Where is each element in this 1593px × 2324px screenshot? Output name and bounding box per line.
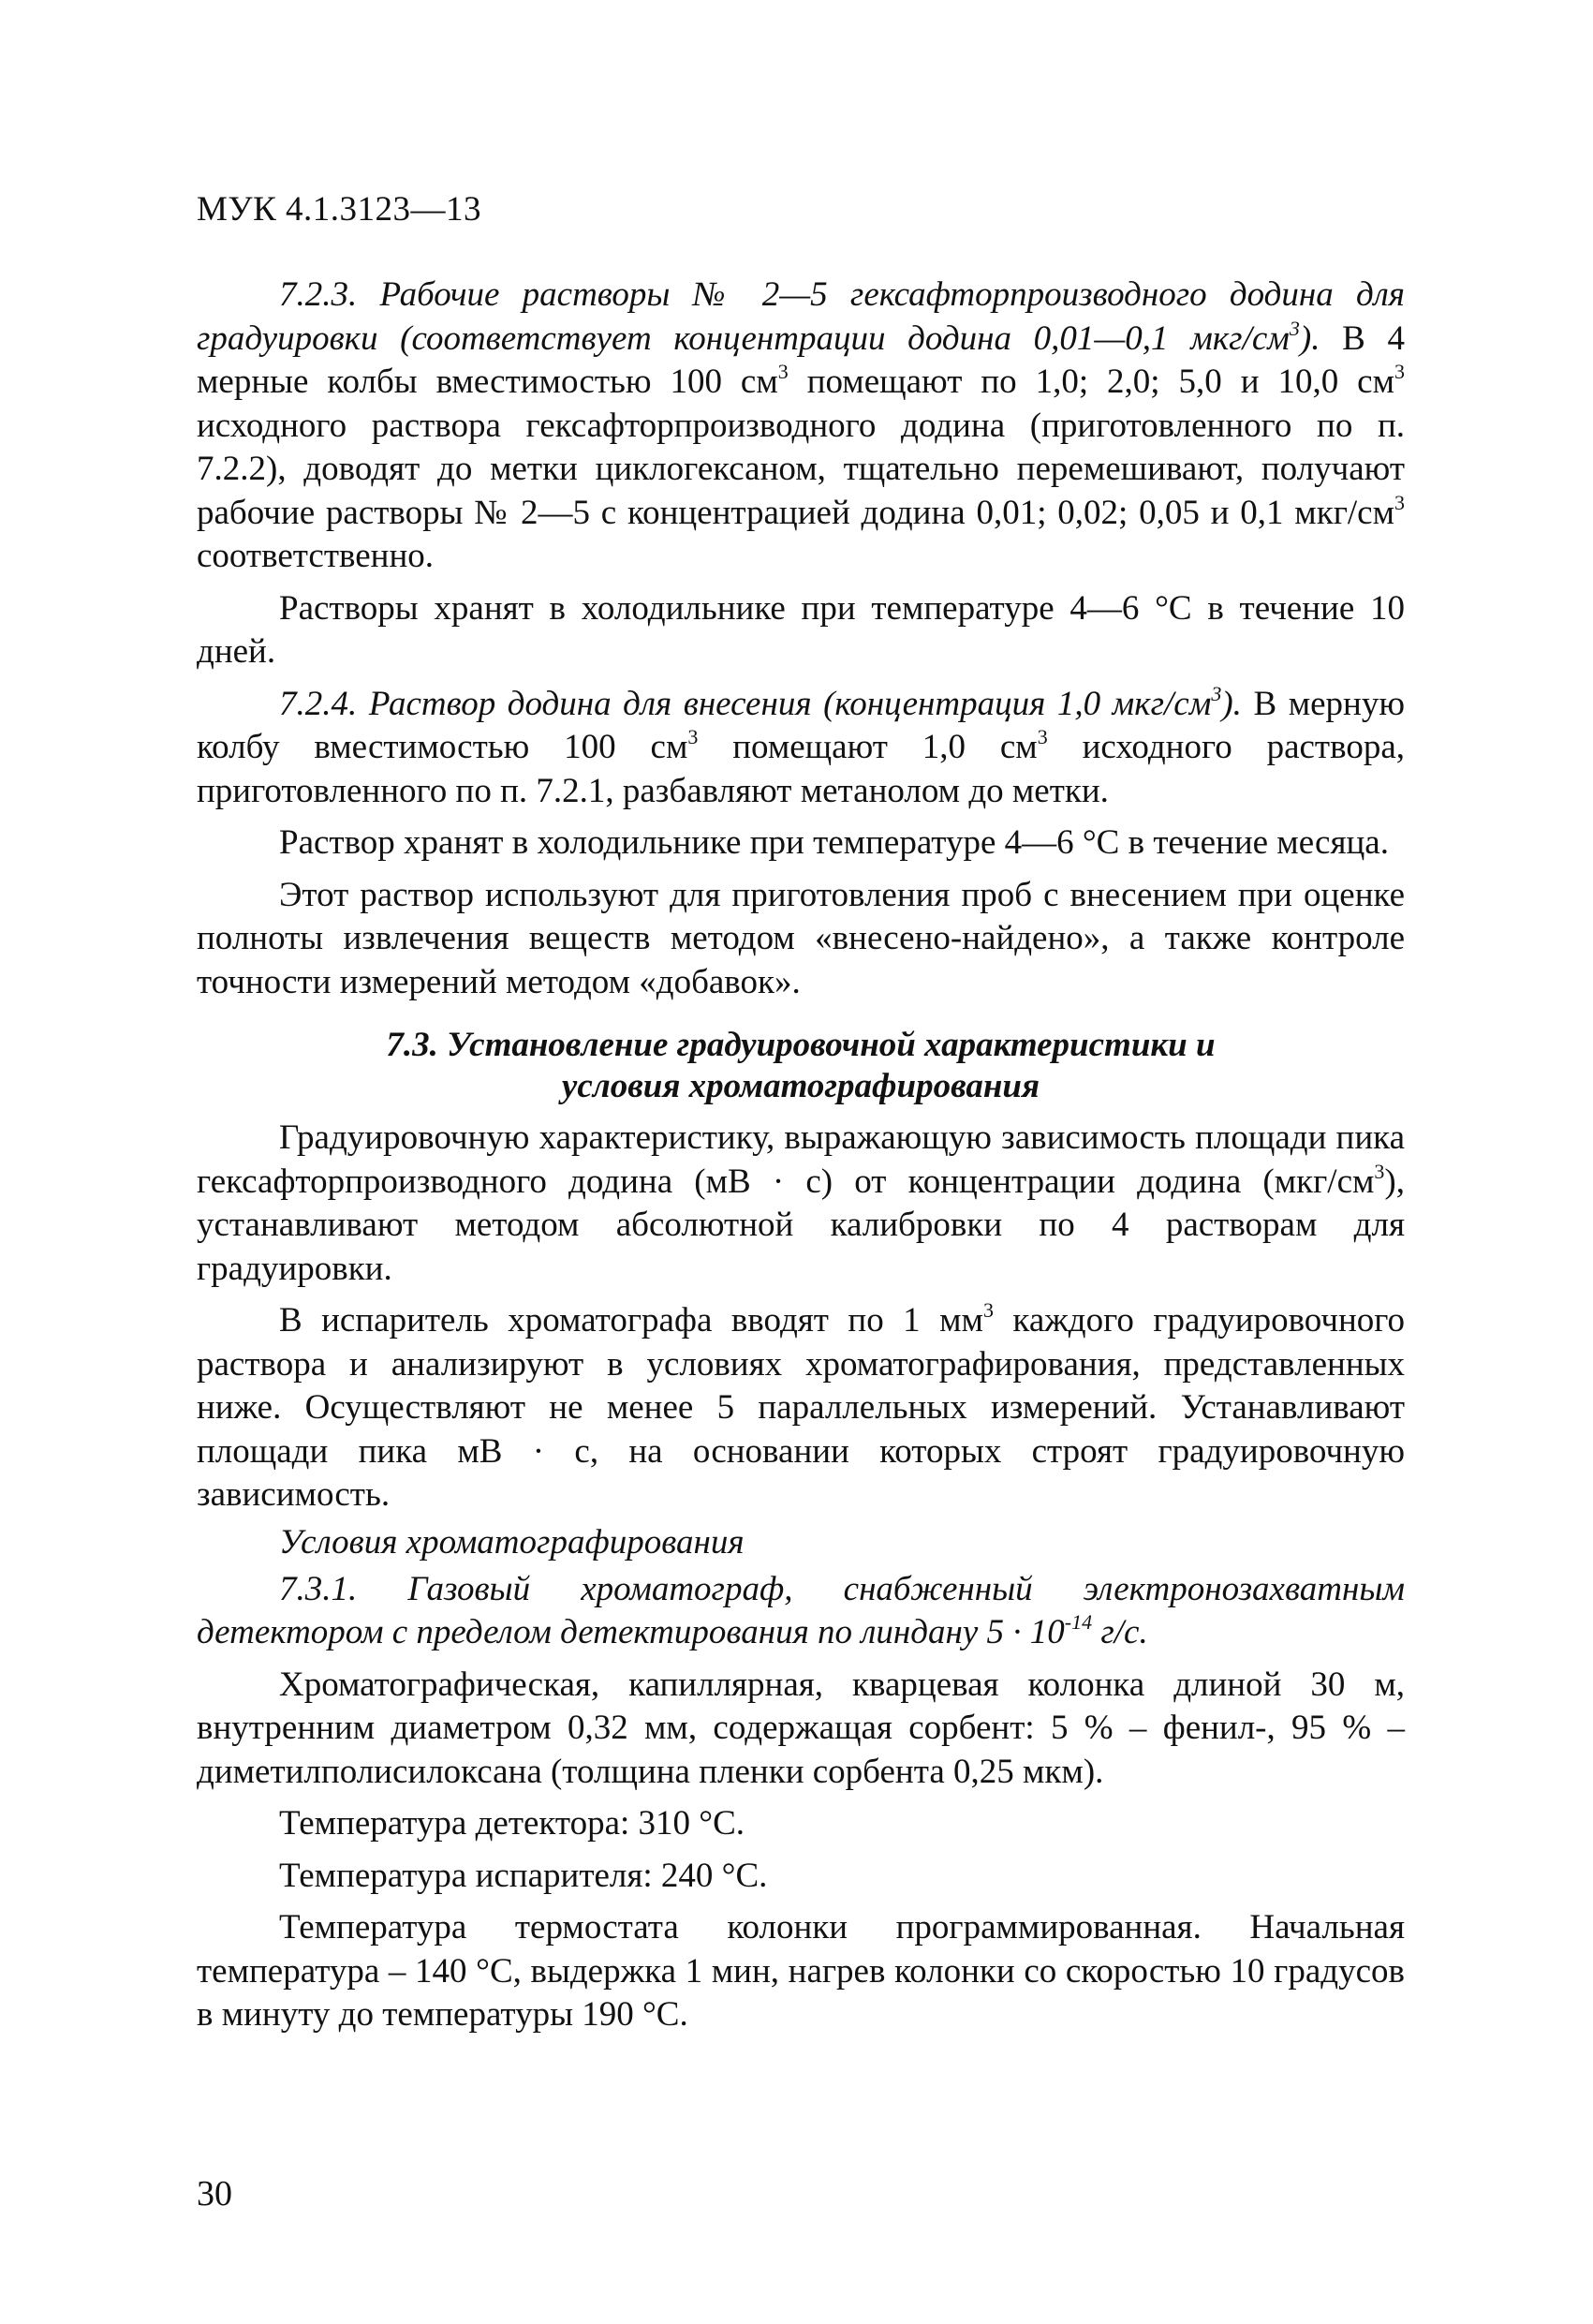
superscript: 3 — [1289, 316, 1300, 340]
item-7-2-4-title-end: ). — [1221, 684, 1242, 723]
text-run: В 4 мерные колбы вместимостью 100 см — [197, 318, 1405, 401]
section-heading-line-2: условия хроматографирования — [561, 1067, 1040, 1105]
text-run: каждого градуировочного раствора и анализируют в условиях хроматографирования, представленных ниже. Осуществляют не менее 5 параллельных измерений. Устанавливают площади пика мВ · с, на основании которых строят градуировочную зависимость. — [197, 1301, 1405, 1514]
superscript: 3 — [982, 1298, 994, 1322]
paragraph-column: Хроматографическая, капиллярная, кварцевая колонка длиной 30 м, внутренним диаметром 0,32 мм, содержащая сорбент: 5 % – фенил-, 95 % – диметилполисилоксана (толщина пленки сорбента 0,25 мкм). — [197, 1665, 1405, 1791]
text-run: ), устанавливают методом абсолютной калибровки по 4 растворам для градуировки. — [197, 1162, 1405, 1288]
item-7-2-4-title: 7.2.4. Раствор додина для внесения (концентрация 1,0 мкг/см — [279, 684, 1212, 723]
document-page — [197, 187, 1405, 2046]
paragraph-detector-temperature: Температура детектора: 310 °С. — [279, 1804, 745, 1843]
superscript: 3 — [1211, 681, 1222, 705]
text-run: г/с. — [1092, 1613, 1148, 1651]
text-run: исходного раствора, приготовленного по п. 7.2.1, разбавляют метанолом до метки. — [197, 728, 1405, 810]
paragraph-usage-note: Этот раствор используют для приготовления проб с внесением при оценке полноты извлечения веществ методом «внесено-найдено», а также контроле точности измерений методом «добавок». — [197, 875, 1405, 1001]
item-7-2-3-title-end: ). — [1299, 318, 1320, 358]
text-run: исходного раствора гексафторпроизводного додина (приготовленного по п. 7.2.2), доводят до метки циклогексаном, тщательно перемешивают, получают рабочие растворы № 2—5 с концентрацией додина 0,01; 0,02; 0,05 и 0,1 мкг/см — [197, 406, 1405, 532]
text-run: В мерную колбу вместимостью 100 см — [197, 684, 1405, 766]
superscript: 3 — [1037, 725, 1048, 748]
paragraph-7-2-4 — [197, 683, 1405, 814]
text-run: Градуировочную характеристику, выражающую зависимость площади пика гексафторпроизводного додина (мВ · с) от концентрации додина (мкг/см — [197, 1118, 1405, 1201]
item-7-2-3-title: 7.2.3. Рабочие растворы № 2—5 гексафторпроизводного додина для градуировки (соответствует концентрации додина 0,01—0,1 мкг/см — [197, 275, 1405, 358]
superscript: 3 — [1394, 490, 1405, 514]
paragraph-7-2-3 — [197, 274, 1405, 579]
running-header: МУК 4.1.3123—13 — [197, 190, 482, 229]
section-heading-7-3 — [197, 1025, 1405, 1107]
superscript: 3 — [1374, 1159, 1385, 1183]
section-heading-line-1: 7.3. Установление градуировочной характеристики и — [386, 1026, 1216, 1064]
paragraph-7-3-1 — [197, 1568, 1405, 1655]
text-run: В испаритель хроматографа вводят по 1 мм — [279, 1301, 983, 1340]
text-run: соответственно. — [197, 537, 435, 575]
paragraph-injection — [197, 1299, 1405, 1517]
paragraph-storage-month: Раствор хранят в холодильнике при температуре 4—6 °С в течение месяца. — [279, 823, 1389, 862]
conditions-heading: Условия хроматографирования — [279, 1522, 745, 1562]
paragraph-oven-temperature: Температура термостата колонки программированная. Начальная температура – 140 °С, выдержка 1 мин, нагрев колонки со скоростью 10 градусов в минуту до температуры 190 °С. — [197, 1908, 1405, 2034]
superscript: 3 — [1394, 360, 1405, 383]
paragraph-storage-10-days: Растворы хранят в холодильнике при температуре 4—6 °С в течение 10 дней. — [197, 588, 1405, 671]
superscript: 3 — [687, 725, 699, 748]
text-run: помещают по 1,0; 2,0; 5,0 и 10,0 см — [788, 363, 1394, 401]
text-run: 7.3.1. Газовый хроматограф, снабженный электронозахватным детектором с пределом детектирования по линдану 5 · 10 — [197, 1569, 1405, 1651]
superscript: 3 — [777, 360, 789, 383]
paragraph-calibration — [197, 1117, 1405, 1291]
page-number: 30 — [197, 2174, 232, 2213]
superscript: -14 — [1064, 1610, 1093, 1634]
text-run: помещают 1,0 см — [698, 728, 1038, 766]
paragraph-evaporator-temperature: Температура испарителя: 240 °С. — [279, 1856, 768, 1895]
